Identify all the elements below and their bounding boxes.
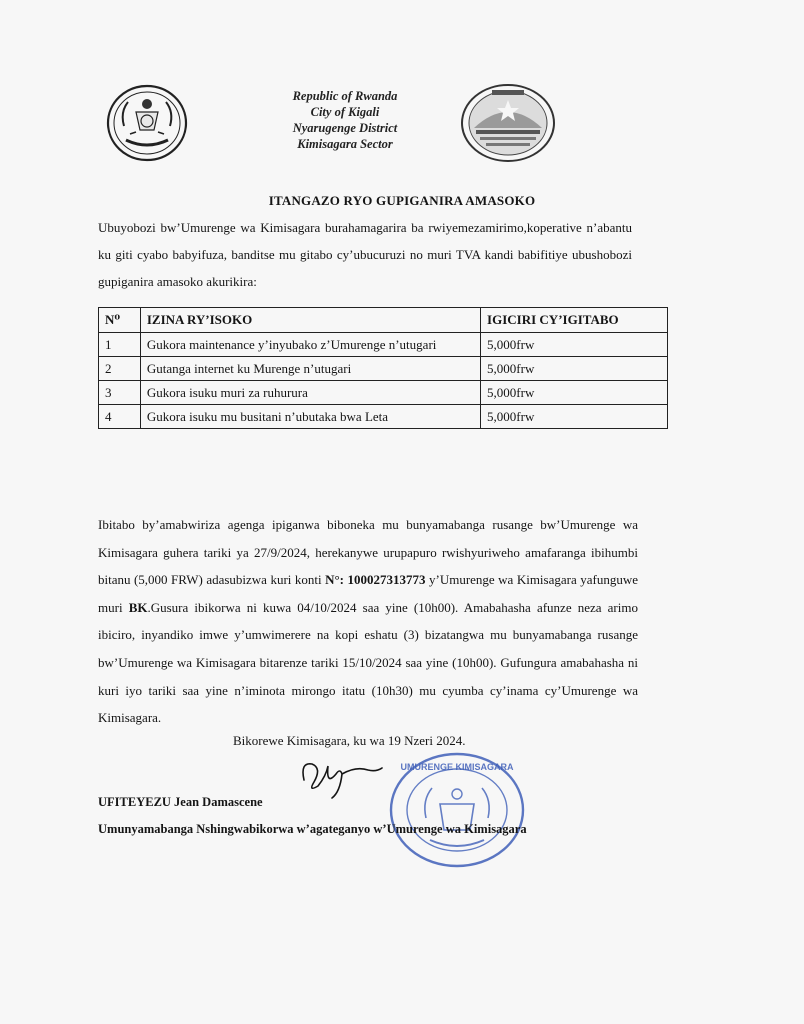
bank-name: BK xyxy=(128,599,148,615)
row-price: 5,000frw xyxy=(481,405,668,429)
column-header-number: N⁰ xyxy=(99,308,141,333)
body-text-part1: Ibitabo by’amabwiriza agenga ipiganwa biboneka mu bunyamabanga rusange bw’Umurenge wa Kimisagara guhera tariki ya 27/9/2024, herekanywe urupapuro rwishyuriweho amafaranga ibihumbi bitanu (5,000 FRW) adasubizwa kuri konti xyxy=(98,517,638,588)
city-of-kigali-emblem-logo xyxy=(460,82,556,164)
row-tender-name: Gukora maintenance y’inyubako z’Umurenge n’utugari xyxy=(140,333,480,357)
row-tender-name: Gutanga internet ku Murenge n’utugari xyxy=(140,357,480,381)
signatory-title: Umunyamabanga Nshingwabikorwa w’agateganyo w’Umurenge wa Kimisagara xyxy=(98,822,527,836)
table-row xyxy=(99,333,668,357)
row-number: 1 xyxy=(99,333,141,357)
row-number: 4 xyxy=(99,405,141,429)
body-text-part2: y’Umurenge wa Kimisagara yafunguwe muri xyxy=(98,572,638,615)
notice-title: ITANGAZO RYO GUPIGANIRA AMASOKO xyxy=(268,193,536,208)
row-number: 2 xyxy=(99,357,141,381)
row-price: 5,000frw xyxy=(481,381,668,405)
letterhead-text xyxy=(260,88,430,152)
signatory-name: UFITEYEZU Jean Damascene xyxy=(98,795,263,809)
body-text-part3: .Gusura ibikorwa ni kuwa 04/10/2024 saa yine (10h00). Amabahasha afunze neza arimo ibiciro, inyandiko imwe y’umwimerere na kopi eshatu (3) bizatangwa mu bunyamabanga rusange bw’Umurenge wa Kimisagara bitarenze tariki 15/10/2024 saa yine (10h00). Gufungura amabahasha ni kuri iyo tariki saa yine n’iminota mirongo itatu (10h30) mu cyumba cy’inama cy’Umurenge wa Kimisagara. xyxy=(98,599,638,726)
row-tender-name: Gukora isuku mu busitani n’ubutaka bwa Leta xyxy=(140,405,480,429)
handwritten-signature xyxy=(296,752,386,802)
table-row xyxy=(99,381,668,405)
letterhead-line-country: Republic of Rwanda xyxy=(292,89,398,103)
tenders-table xyxy=(98,307,668,429)
column-header-tender-name: IZINA RY’ISOKO xyxy=(140,308,480,333)
body-paragraph xyxy=(98,511,638,732)
row-number: 3 xyxy=(99,381,141,405)
row-tender-name: Gukora isuku muri za ruhurura xyxy=(140,381,480,405)
letterhead-line-city: City of Kigali xyxy=(310,105,380,119)
letterhead-line-district: Nyarugenge District xyxy=(292,121,398,135)
table-row xyxy=(99,357,668,381)
row-price: 5,000frw xyxy=(481,333,668,357)
table-header-row xyxy=(99,308,668,333)
rwanda-coat-of-arms-logo xyxy=(106,82,188,164)
official-stamp xyxy=(382,748,532,872)
date-line: Bikorewe Kimisagara, ku wa 19 Nzeri 2024. xyxy=(233,733,466,748)
table-row xyxy=(99,405,668,429)
stamp-text: UMURENGE KIMISAGARA xyxy=(400,762,514,772)
row-price: 5,000frw xyxy=(481,357,668,381)
intro-paragraph: Ubuyobozi bw’Umurenge wa Kimisagara burahamagarira ba rwiyemezamirimo,koperative n’abantu ku giti cyabo babyifuza, banditse mu gitabo cy’ubucuruzi no muri TVA kandi babifitiye ubushobozi gupiganira amasoko akurikira: xyxy=(98,220,632,289)
letterhead-line-sector: Kimisagara Sector xyxy=(297,137,393,151)
account-number: N°: 100027313773 xyxy=(325,572,426,588)
letterhead xyxy=(100,78,560,178)
column-header-document-price: IGICIRI CY’IGITABO xyxy=(481,308,668,333)
